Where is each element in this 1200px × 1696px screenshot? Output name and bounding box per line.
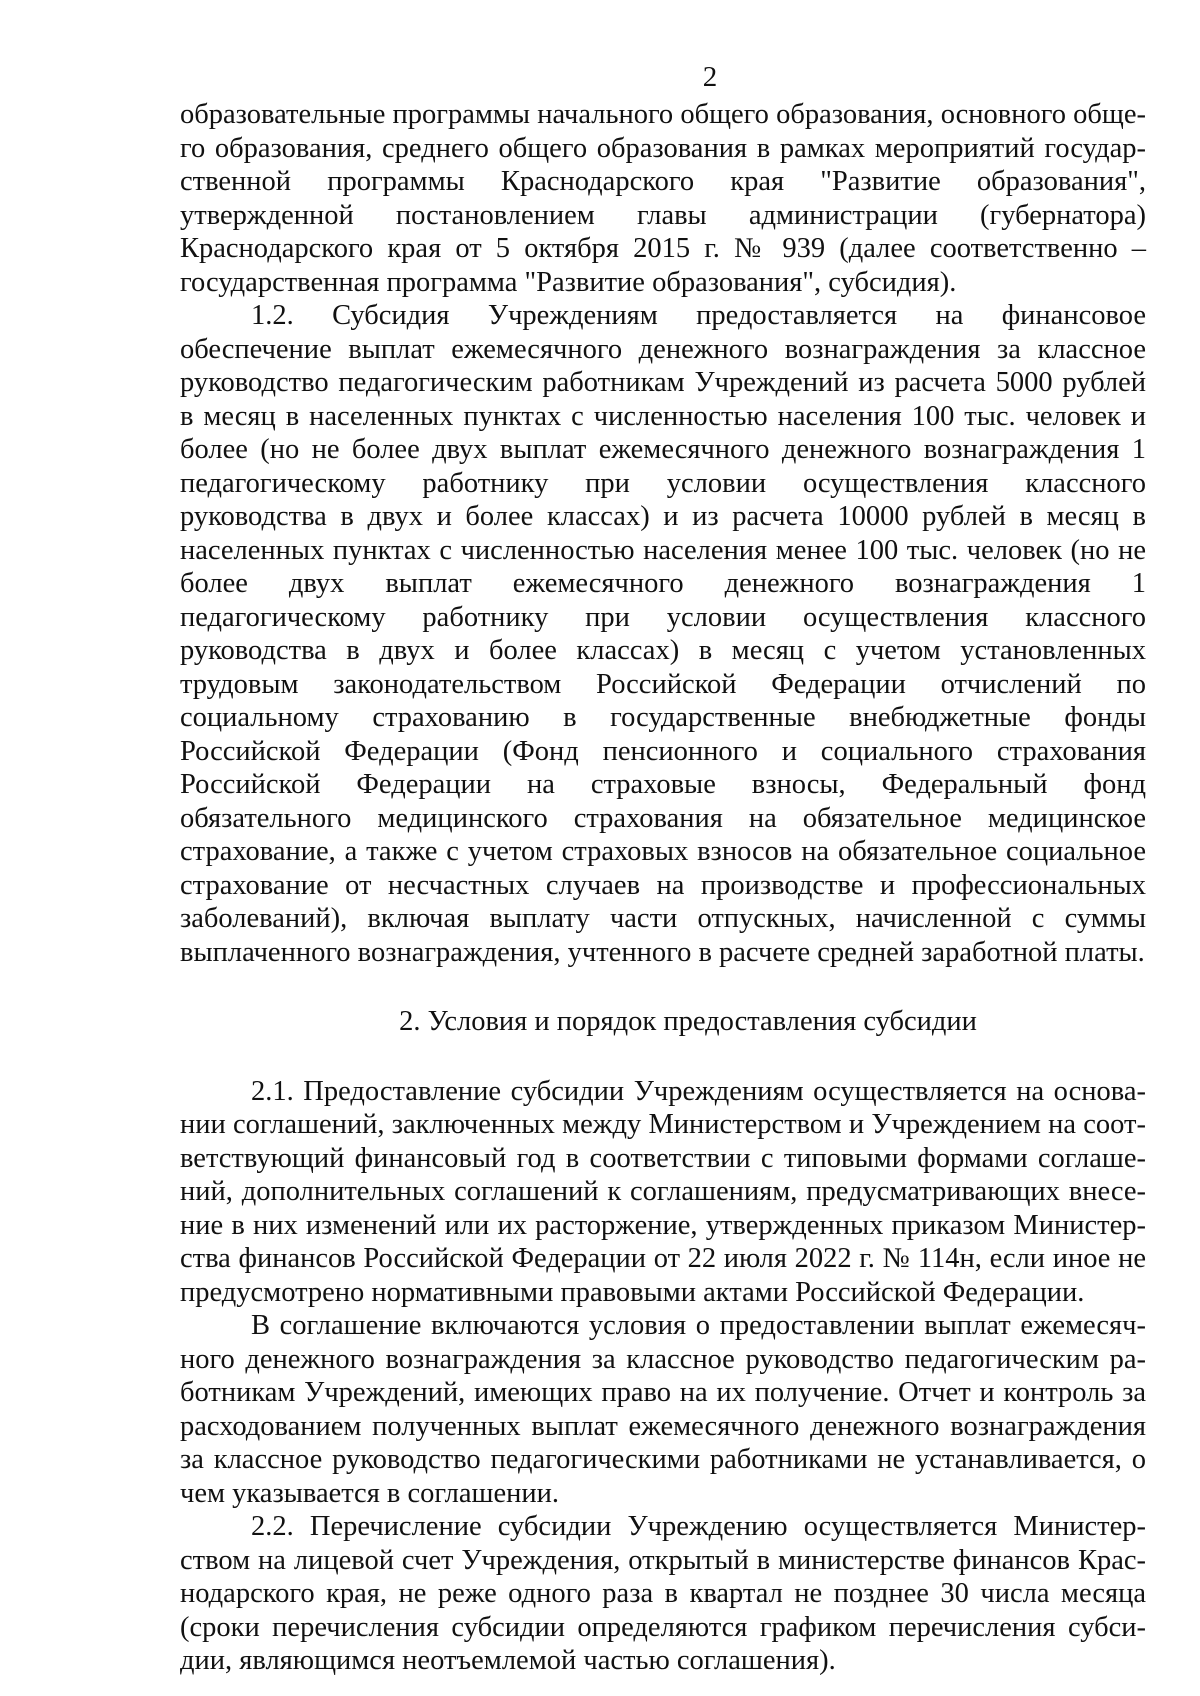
page-number: 2 <box>702 61 718 93</box>
paragraph-1-2: 1.2. Субсидия Учреждениям предоставляется на финансовое обеспечение выплат ежемесячного денежного вознаграждения за классное руководство педагогическим работникам Учреждений из расчета 5000 рублей в месяц в населенных пунктах с численностью населения 100 тыс. человек и более (но не более двух выплат ежемесячного денежного вознаграждения 1 педагогическому работнику при условии осуществления классного руководства в двух и более классах) и из расчета 10000 рублей в месяц в населенных пунктах с численностью населения менее 100 тыс. человек (но не более двух выплат ежемесячного денежного вознаграждения 1 педагогическому работнику при условии осуществления классного руководства в двух и более классах) в месяц с учетом установленных трудовым законодательством Российской Федерации отчислений по социальному страхованию в государственные внебюджетные фонды Российской Федерации (Фонд пенсионного и социального страхования Российской Федерации на страховые взносы, Федеральный фонд обязательного медицинского страхования на обязательное медицинское страхование, а также с учетом страховых взносов на обязательное социальное страхование от несчастных случаев на производстве и профессиональных заболеваний), включая выплату части отпускных, начисленной с суммы выплаченного вознаграждения, учтенного в расчете средней заработной платы. <box>180 300 1146 968</box>
paragraph-2-1: 2.1. Предоставление субсидии Учреждениям осуществляется на основании соглашений, заключенных между Министерством и Учреждением на соответствующий финансовый год в соответствии с типовыми формами соглашений, дополнительных соглашений к соглашениям, предусматривающих внесение в них изменений или их расторжение, утвержденных приказом Министерства финансов Российской Федерации от 22 июля 2022 г. № 114н, если иное не предусмотрено нормативными правовыми актами Российской Федерации. <box>180 1075 1146 1308</box>
document-body <box>180 98 1146 1678</box>
spacer <box>180 1039 1146 1075</box>
section-heading: 2. Условия и порядок предоставления субсидии <box>399 1006 977 1037</box>
paragraph-2-2: 2.2. Перечисление субсидии Учреждению осуществляется Министерством на лицевой счет Учреждения, открытый в министерстве финансов Краснодарского края, не реже одного раза в квартал не позднее 30 числа месяца (сроки перечисления субсидии определяются графиком перечисления субсидии, являющимся неотъемлемой частью соглашения). <box>180 1511 1146 1676</box>
spacer <box>180 969 1146 1005</box>
paragraph-continuation: образовательные программы начального общего образования, основного общего образования, среднего общего образования в рамках мероприятий государственной программы Краснодарского края "Развитие образования", утвержденной постановлением главы администрации (губернатора) Краснодарского края от 5 октября 2015 г. № 939 (далее соответственно – государственная программа "Развитие образования", субсидия). <box>180 99 1146 298</box>
paragraph-2-1-agreement: В соглашение включаются условия о предоставлении выплат ежемесячного денежного вознаграждения за классное руководство педагогическим работникам Учреждений, имеющих право на их получение. Отчет и контроль за расходованием полученных выплат ежемесячного денежного вознаграждения за классное руководство педагогическими работниками не устанавливается, о чем указывается в соглашении. <box>180 1310 1146 1509</box>
